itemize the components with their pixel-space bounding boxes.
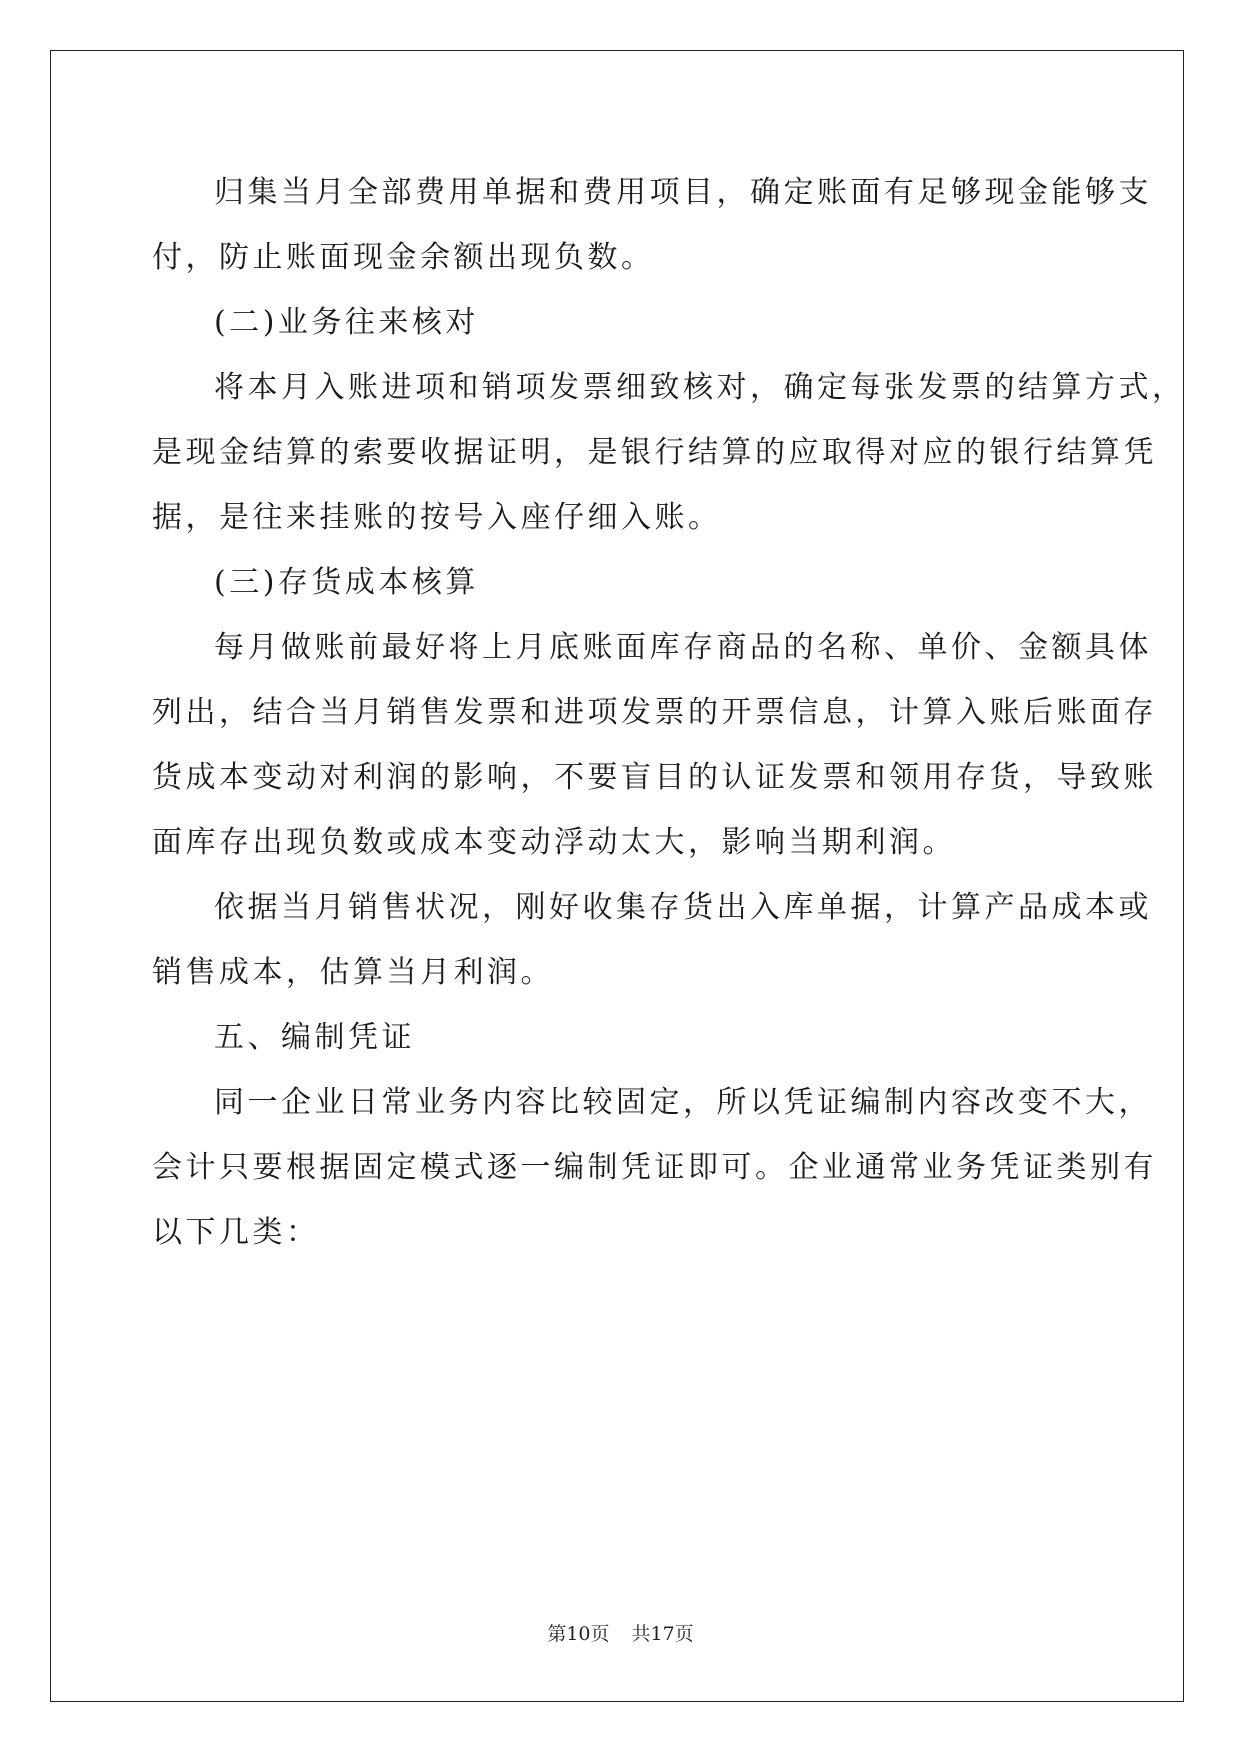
page-total: 共17页	[631, 1623, 694, 1645]
paragraph-line: 付，防止账面现金余额出现负数。	[152, 240, 655, 275]
paragraph-line: 面库存出现负数或成本变动浮动太大，影响当期利润。	[152, 825, 956, 860]
section-heading: (三)存货成本核算	[214, 565, 479, 600]
paragraph-line: 销售成本，估算当月利润。	[152, 955, 554, 990]
document-body	[152, 160, 1186, 1265]
paragraph-line: 是现金结算的索要收据证明，是银行结算的应取得对应的银行结算凭	[152, 435, 1157, 470]
page-number: 第10页	[547, 1623, 610, 1645]
paragraph-line: 依据当月销售状况，刚好收集存货出入库单据，计算产品成本或	[214, 890, 1152, 925]
paragraph-line: 每月做账前最好将上月底账面库存商品的名称、单价、金额具体	[214, 630, 1152, 665]
paragraph-line: 以下几类：	[152, 1215, 320, 1250]
paragraph-line: 列出，结合当月销售发票和进项发票的开票信息，计算入账后账面存	[152, 695, 1157, 730]
paragraph-line: 将本月入账进项和销项发票细致核对，确定每张发票的结算方式，	[214, 370, 1186, 405]
section-heading: (二)业务往来核对	[214, 305, 479, 340]
page-footer	[0, 1622, 1241, 1646]
section-heading: 五、编制凭证	[214, 1020, 415, 1055]
paragraph-line: 归集当月全部费用单据和费用项目，确定账面有足够现金能够支	[214, 175, 1152, 210]
paragraph-line: 货成本变动对利润的影响，不要盲目的认证发票和领用存货，导致账	[152, 760, 1157, 795]
paragraph-line: 会计只要根据固定模式逐一编制凭证即可。企业通常业务凭证类别有	[152, 1150, 1157, 1185]
paragraph-line: 同一企业日常业务内容比较固定，所以凭证编制内容改变不大，	[214, 1085, 1152, 1120]
paragraph-line: 据，是往来挂账的按号入座仔细入账。	[152, 500, 722, 535]
